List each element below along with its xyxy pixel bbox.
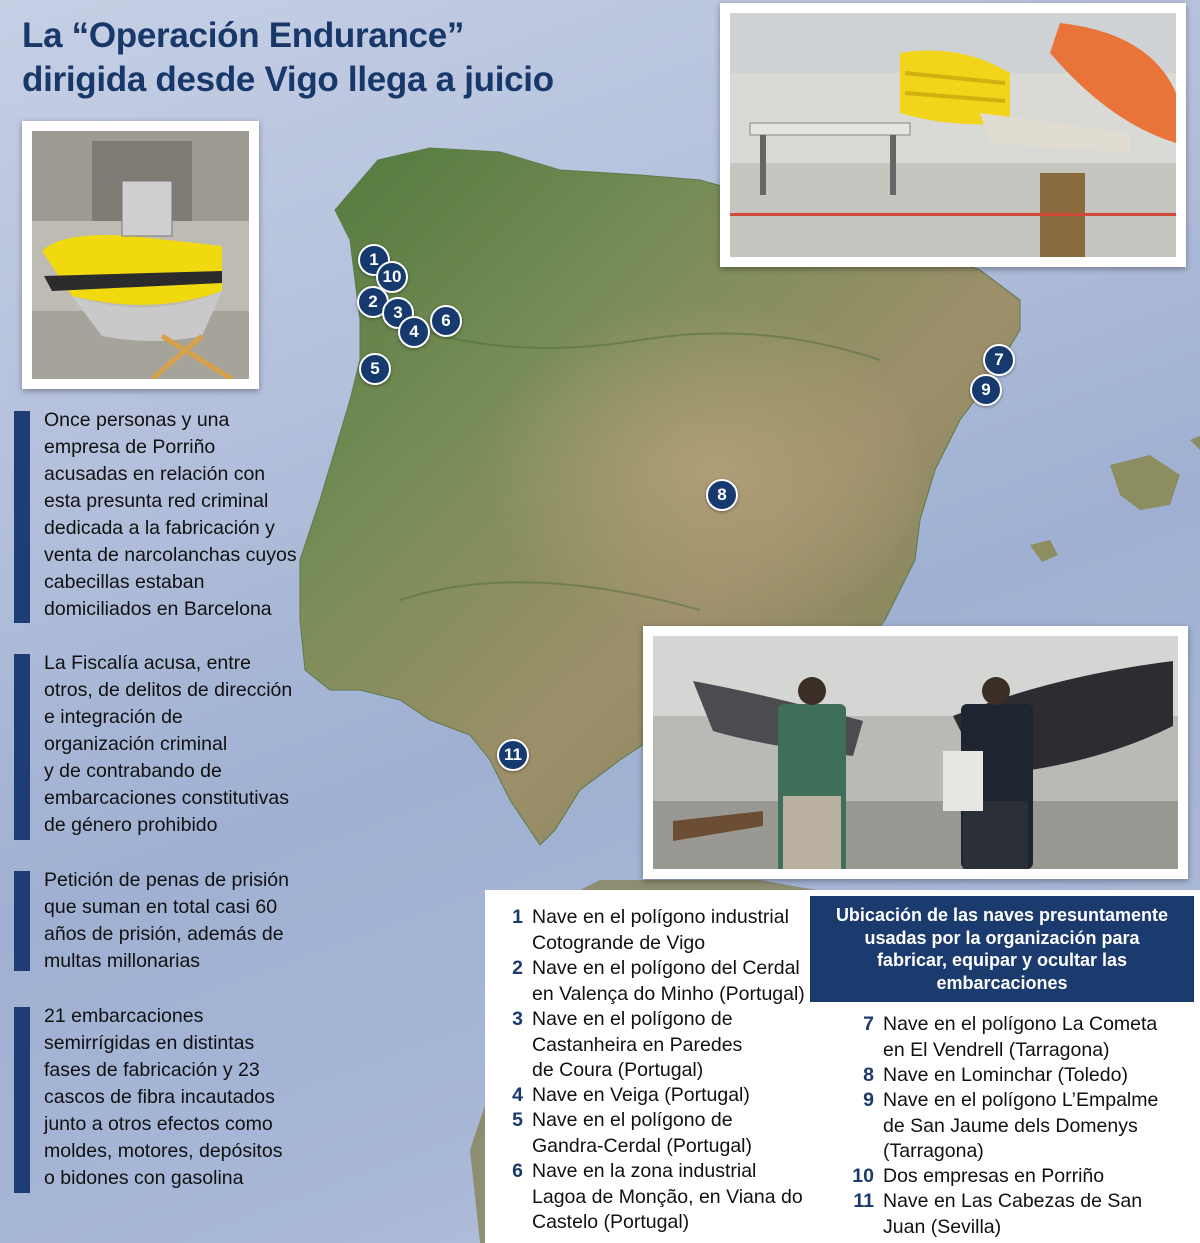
fact-text: Petición de penas de prisión que suman en total casi 60 años de prisión, además de multas millonarias xyxy=(44,869,289,972)
map-marker-4: 4 xyxy=(398,316,430,348)
legend-number: 5 xyxy=(512,1109,523,1131)
legend-item-8: 8 Nave en Lominchar (Toledo) xyxy=(846,1063,1128,1089)
legend-item-3: 3 Nave en el polígono de Castanheira en Paredes de Coura (Portugal) xyxy=(495,1007,742,1084)
map-marker-6: 6 xyxy=(430,305,462,337)
fact-text: La Fiscalía acusa, entre otros, de delitos de dirección e integración de organización criminal y de contrabando de embarcaciones constitutivas de género prohibido xyxy=(44,652,293,836)
legend-item-5: 5 Nave en el polígono de Gandra-Cerdal (Portugal) xyxy=(495,1108,752,1159)
mallorca-island xyxy=(1110,455,1180,510)
map-marker-8: 8 xyxy=(706,479,738,511)
legend-number: 10 xyxy=(852,1165,874,1187)
legend-item-2: 2 Nave en el polígono del Cerdal en Valença do Minho (Portugal) xyxy=(495,956,805,1007)
photo-warehouse-floats xyxy=(720,3,1186,267)
legend-number: 9 xyxy=(863,1089,874,1111)
map-marker-5: 5 xyxy=(359,353,391,385)
legend-item-1: 1 Nave en el polígono industrial Cotogrande de Vigo xyxy=(495,905,789,956)
map-marker-3: 3 xyxy=(382,297,414,329)
fact-bar xyxy=(14,1007,30,1193)
legend-number: 11 xyxy=(853,1190,874,1212)
legend-item-9: 9 Nave en el polígono L’Empalme de San Jaume dels Domenys (Tarragona) xyxy=(846,1088,1158,1165)
map-marker-10: 10 xyxy=(376,261,408,293)
legend-number: 7 xyxy=(863,1013,874,1035)
title-line-2: dirigida desde Vigo llega a juicio xyxy=(22,60,554,99)
legend-number: 4 xyxy=(512,1084,523,1106)
legend-number: 3 xyxy=(512,1008,523,1030)
fact-text: Once personas y una empresa de Porriño acusadas en relación con esta presunta red criminal dedicada a la fabricación y venta de narcolanchas cuyos cabecillas estaban domiciliados en Barcelona xyxy=(44,409,297,620)
map-marker-11: 11 xyxy=(497,739,529,771)
fact-block-accused xyxy=(14,407,304,627)
fact-block-seizures xyxy=(14,1003,304,1197)
legend-item-7: 7 Nave en el polígono La Cometa en El Vendrell (Tarragona) xyxy=(846,1012,1157,1063)
map-marker-9: 9 xyxy=(970,374,1002,406)
legend-item-4: 4 Nave en Veiga (Portugal) xyxy=(495,1083,750,1109)
legend-item-11: 11 Nave en Las Cabezas de San Juan (Sevilla) xyxy=(846,1189,1142,1240)
fact-bar xyxy=(14,871,30,971)
legend-number: 1 xyxy=(512,906,523,928)
legend-number: 2 xyxy=(512,957,523,979)
legend-title: Ubicación de las naves presuntamente usadas por la organización para fabricar, equipar y ocultar las embarcaciones xyxy=(810,896,1194,1002)
map-marker-2: 2 xyxy=(357,286,389,318)
fact-block-sentences xyxy=(14,867,304,975)
fact-bar xyxy=(14,411,30,623)
legend-number: 8 xyxy=(863,1064,874,1086)
legend-item-10: 10 Dos empresas en Porriño xyxy=(846,1164,1104,1190)
menorca-island xyxy=(1190,436,1200,450)
legend-item-6: 6 Nave en la zona industrial Lagoa de Monção, en Viana do Castelo (Portugal) xyxy=(495,1159,803,1236)
fact-block-charges xyxy=(14,650,304,844)
fact-text: 21 embarcaciones semirrígidas en distintas fases de fabricación y 23 cascos de fibra incautados junto a otros efectos como moldes, motores, depósitos o bidones con gasolina xyxy=(44,1005,283,1189)
map-marker-7: 7 xyxy=(983,344,1015,376)
ibiza-island xyxy=(1030,540,1058,562)
map-marker-1: 1 xyxy=(358,244,390,276)
legend-number: 6 xyxy=(512,1160,523,1182)
fact-bar xyxy=(14,654,30,840)
title-line-1: La “Operación Endurance” xyxy=(22,16,465,55)
photo-agents-boats xyxy=(643,626,1188,879)
page-title xyxy=(22,14,554,102)
photo-yellow-boat xyxy=(22,121,259,389)
